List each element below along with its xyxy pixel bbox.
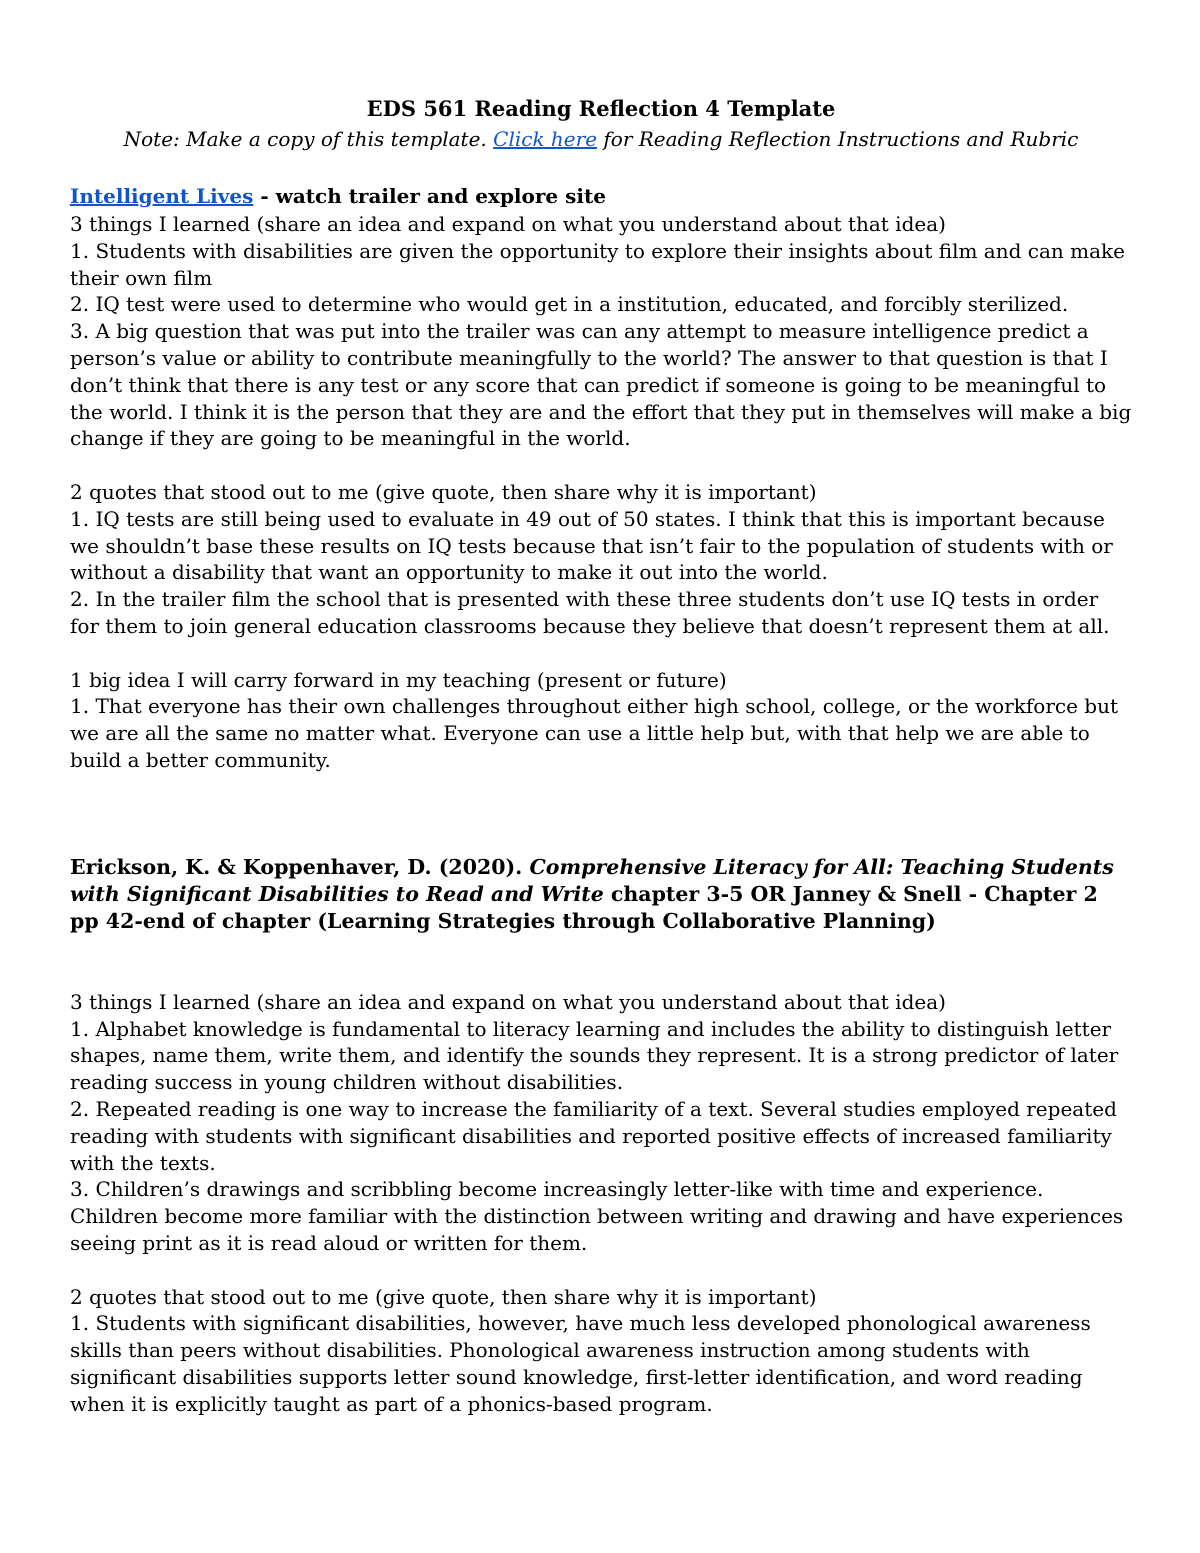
spacer: [70, 452, 1132, 479]
template-note: [70, 124, 1132, 154]
spacer: [70, 640, 1132, 667]
section2-learned-item: 1. Alphabet knowledge is fundamental to literacy learning and includes the ability to distinguish letter shapes, name them, write them, and identify the sounds they represent. It is a strong predictor of later reading success in young children without disabilities.: [70, 1016, 1119, 1095]
citation-book-title: Comprehensive Literacy for All: Teaching Students with Significant Disabilities to Read and Write: [70, 854, 1114, 906]
spacer: [70, 1257, 1132, 1284]
document-page: [70, 94, 1132, 1417]
section1-heading-rest: - watch trailer and explore site: [253, 184, 606, 208]
section1-learned-item: 2. IQ test were used to determine who would get in a institution, educated, and forcibly sterilized.: [70, 292, 1069, 317]
section1-quotes-prompt: 2 quotes that stood out to me (give quote, then share why it is important): [70, 479, 817, 504]
section1-learned-prompt: 3 things I learned (share an idea and expand on what you understand about that idea): [70, 212, 946, 236]
section2-learned-prompt: 3 things I learned (share an idea and expand on what you understand about that idea): [70, 989, 946, 1014]
spacer: [70, 935, 1132, 989]
section1-heading: [70, 181, 1132, 211]
section2-quote-item: 1. Students with significant disabilities, however, have much less developed phonological awareness skills than peers without disabilities. Phonological awareness instruction among students with significant disabilities supports letter sound knowledge, first-letter identification, and word reading when it is explicitly taught as part of a phonics-based program.: [70, 1311, 1091, 1416]
document-title: EDS 561 Reading Reflection 4 Template: [366, 96, 836, 121]
intelligent-lives-link[interactable]: Intelligent Lives: [70, 184, 254, 208]
note-suffix: for Reading Reflection Instructions and Rubric: [597, 127, 1079, 151]
section2-citation: [70, 854, 1132, 935]
spacer: [70, 774, 1132, 854]
section1-quote-item: 2. In the trailer film the school that is presented with these three students don’t use IQ tests in order for them to join general education classrooms because they believe that doesn’t represent them at all.: [70, 587, 1110, 638]
section1-learned-item: 1. Students with disabilities are given the opportunity to explore their insights about film and can make their own film: [70, 238, 1125, 290]
section1-learned-item: 3. A big question that was put into the trailer was can any attempt to measure intelligence predict a person’s value or ability to contribute meaningfully to the world? The answer to that question is that I don’t think that there is any test or any score that can predict if someone is going to be meaningful to the world. I think it is the person that they are and the effort that they put in themselves will make a big change if they are going to be meaningful in the world.: [70, 319, 1132, 451]
note-prefix: Note: Make a copy of this template.: [123, 127, 494, 151]
section2-learned-item: 2. Repeated reading is one way to increase the familiarity of a text. Several studies employed repeated reading with students with significant disabilities and reported positive effects of increased familiarity with the texts.: [70, 1096, 1117, 1175]
instructions-link[interactable]: Click here: [493, 127, 598, 151]
section2-quotes-prompt: 2 quotes that stood out to me (give quote, then share why it is important): [70, 1284, 817, 1309]
citation-rest: chapter 3-5 OR Janney & Snell - Chapter 2 pp 42-end of chapter (Learning Strategies through Collaborative Planning): [70, 881, 1098, 933]
citation-authors: Erickson, K. & Koppenhaver, D. (2020).: [70, 854, 530, 879]
section1-idea-prompt: 1 big idea I will carry forward in my teaching (present or future): [70, 667, 727, 692]
section1-quote-item: 1. IQ tests are still being used to evaluate in 49 out of 50 states. I think that this is important because we shouldn’t base these results on IQ tests because that isn’t fair to the population of students with or without a disability that want an opportunity to make it out into the world.: [70, 506, 1113, 585]
section1-idea-item: 1. That everyone has their own challenges throughout either high school, college, or the workforce but we are all the same no matter what. Everyone can use a little help but, with that help we are able to build a better community.: [70, 694, 1119, 772]
section2-learned-item: 3. Children’s drawings and scribbling become increasingly letter-like with time and experience. Children become more familiar with the distinction between writing and drawing and have experiences seeing print as it is read aloud or written for them.: [70, 1177, 1124, 1255]
